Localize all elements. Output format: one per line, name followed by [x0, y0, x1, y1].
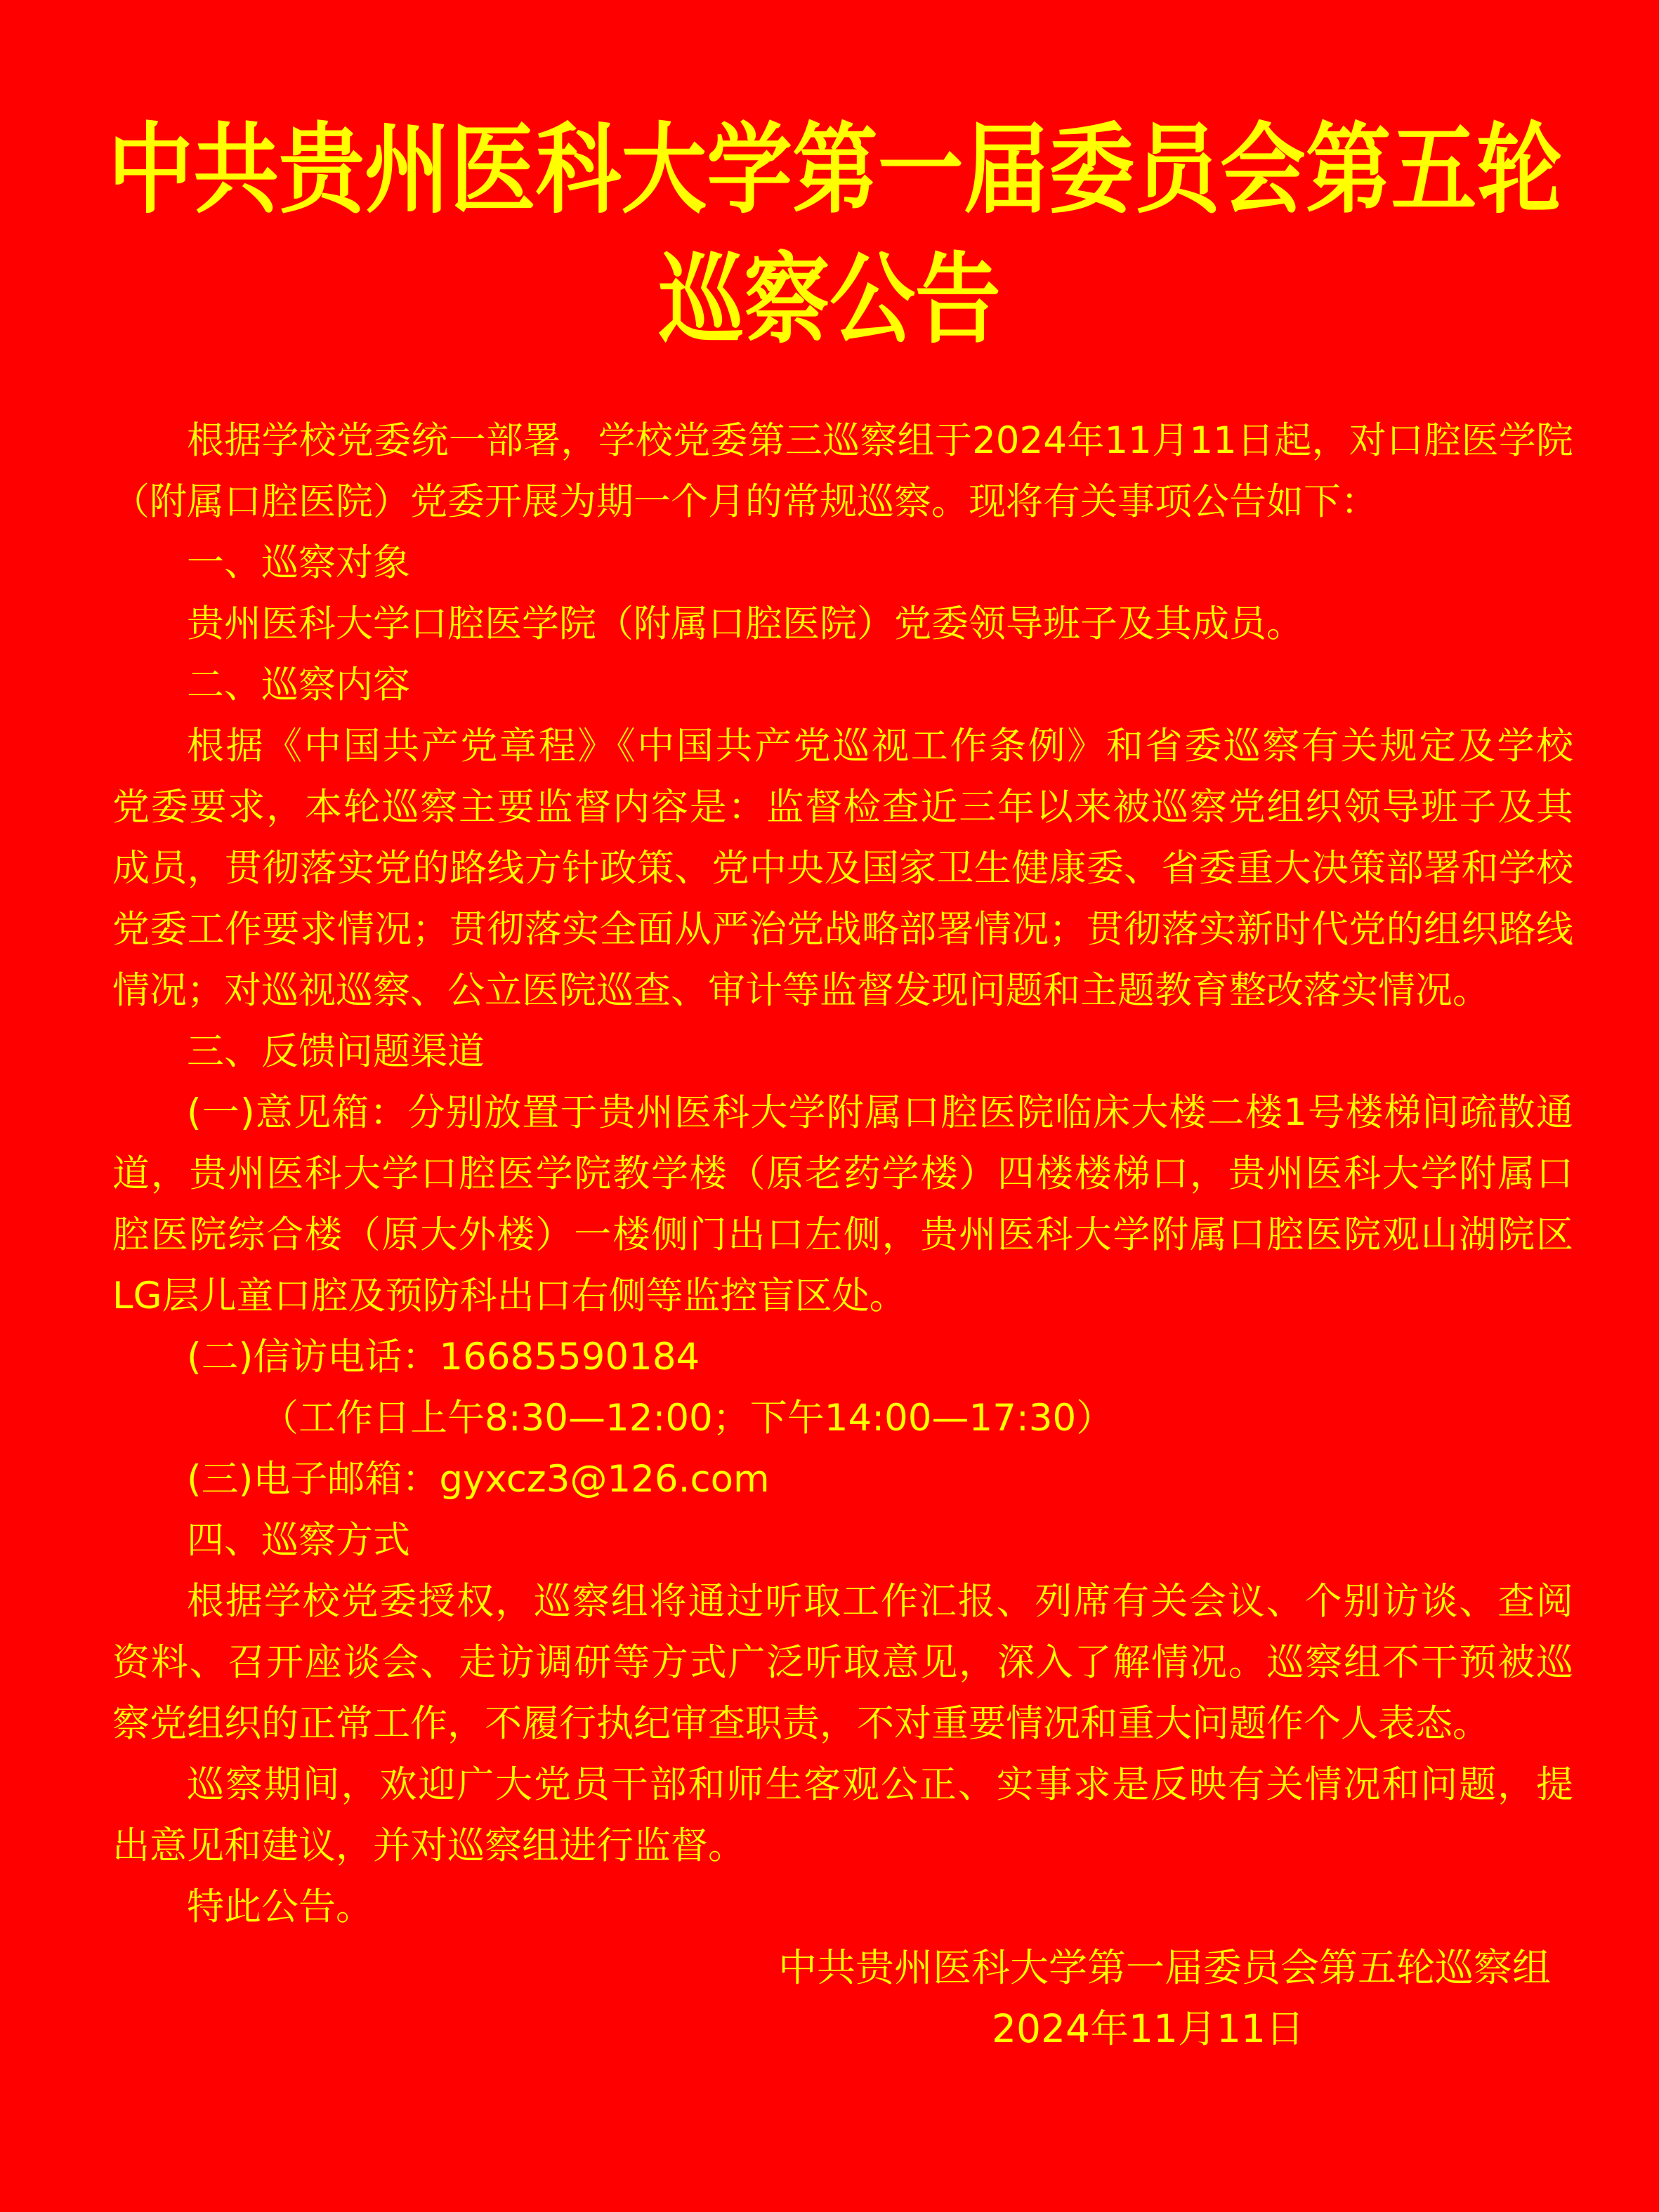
section-heading: 四、巡察方式 — [187, 1519, 410, 1562]
body-line: 资料、召开座谈会、走访调研等方式广泛听取意见，深入了解情况。巡察组不干预被巡 — [112, 1641, 1573, 1684]
body-line: LG层儿童口腔及预防科出口右侧等监控盲区处。 — [112, 1275, 907, 1317]
body-line: (一)意见箱：分别放置于贵州医科大学附属口腔医院临床大楼二楼1号楼梯间疏散通 — [187, 1091, 1573, 1134]
title-line-2: 巡察公告 — [658, 243, 1001, 357]
body-line: （附属口腔医院）党委开展为期一个月的常规巡察。现将有关事项公告如下： — [112, 480, 1378, 523]
signature-block — [0, 1937, 1659, 2060]
body-line: (三)电子邮箱：gyxcz3@126.com — [187, 1458, 770, 1501]
page-title — [0, 0, 1659, 365]
body-line: 贵州医科大学口腔医学院（附属口腔医院）党委领导班子及其成员。 — [187, 603, 1304, 645]
section-heading: 二、巡察内容 — [187, 664, 410, 706]
announcement-body — [112, 410, 1573, 1937]
body-line: 党委工作要求情况；贯彻落实全面从严治党战略部署情况；贯彻落实新时代党的组织路线 — [112, 908, 1573, 951]
body-line: 巡察期间，欢迎广大党员干部和师生客观公正、实事求是反映有关情况和问题，提 — [187, 1763, 1573, 1806]
body-line: 根据学校党委统一部署，学校党委第三巡察组于2024年11月11日起，对口腔医学院 — [187, 419, 1573, 462]
section-heading: 三、反馈问题渠道 — [187, 1030, 485, 1073]
body-line: 察党组织的正常工作，不履行执纪审查职责，不对重要情况和重大问题作个人表态。 — [112, 1702, 1490, 1745]
body-line: 特此公告。 — [187, 1885, 373, 1928]
body-line: 出意见和建议，并对巡察组进行监督。 — [112, 1824, 745, 1867]
body-line: (二)信访电话：16685590184 — [187, 1336, 700, 1378]
signature-org: 中共贵州医科大学第一届委员会第五轮巡察组 — [778, 1945, 1551, 1990]
body-line: 根据《中国共产党章程》《中国共产党巡视工作条例》和省委巡察有关规定及学校 — [187, 725, 1573, 768]
body-line: 情况；对巡视巡察、公立医院巡查、审计等监督发现问题和主题教育整改落实情况。 — [112, 969, 1490, 1012]
title-line-1: 中共贵州医科大学第一届委员会第五轮 — [107, 113, 1563, 228]
body-line: 成员，贯彻落实党的路线方针政策、党中央及国家卫生健康委、省委重大决策部署和学校 — [112, 847, 1573, 890]
body-line: 党委要求，本轮巡察主要监督内容是：监督检查近三年以来被巡察党组织领导班子及其 — [112, 786, 1573, 829]
body-line: 腔医院综合楼（原大外楼）一楼侧门出口左侧，贵州医科大学附属口腔医院观山湖院区 — [112, 1213, 1573, 1256]
body-line: 道，贵州医科大学口腔医学院教学楼（原老药学楼）四楼楼梯口，贵州医科大学附属口 — [112, 1152, 1573, 1195]
body-line: 根据学校党委授权，巡察组将通过听取工作汇报、列席有关会议、个别访谈、查阅 — [187, 1580, 1573, 1623]
section-heading: 一、巡察对象 — [187, 541, 410, 584]
signature-date: 2024年11月11日 — [992, 2006, 1304, 2051]
body-line: （工作日上午8:30—12:00；下午14:00—17:30） — [261, 1397, 1114, 1440]
